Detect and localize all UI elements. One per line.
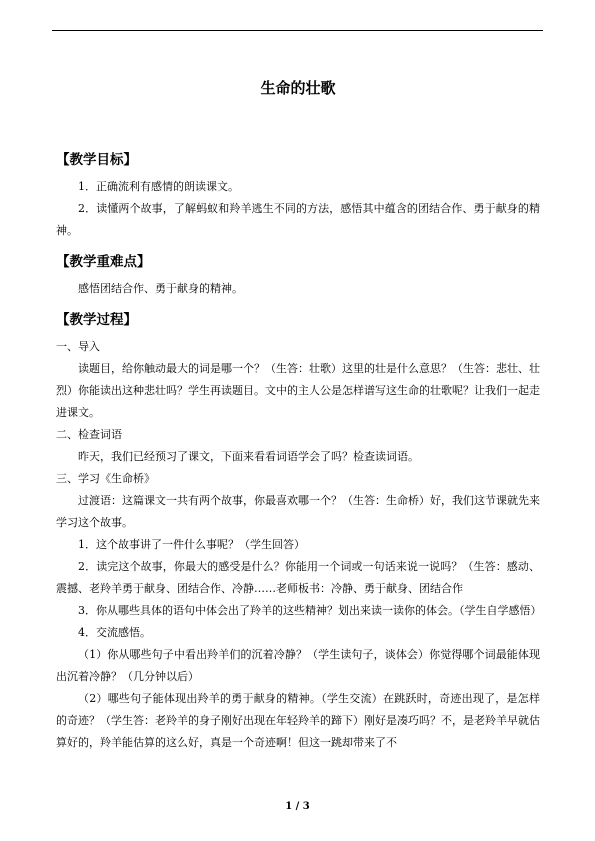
document-body	[56, 78, 540, 754]
process-study-paragraph-1: 过渡语：这篇课文一共有两个故事，你最喜欢哪一个？（生答：生命桥）好，我们这节课就先来学习这个故事。	[56, 494, 540, 529]
section-heading-goals: 【教学目标】	[56, 152, 137, 168]
section-heading-keypoints: 【教学重难点】	[56, 254, 151, 270]
process-study-paragraph-2: 1．这个故事讲了一件什么事呢？（学生回答）	[78, 538, 305, 551]
process-study-paragraph-6: （1）你从哪些句子中看出羚羊们的沉着冷静？（学生读句子，谈体会）你觉得哪个词最能体现出沉着冷静？（几分钟以后）	[56, 648, 540, 683]
section-heading-process: 【教学过程】	[56, 312, 137, 328]
page-number: 1 / 3	[285, 801, 310, 812]
keypoints-paragraph-1: 感悟团结合作、勇于献身的精神。	[78, 282, 243, 295]
header-rule	[52, 30, 543, 31]
document-title: 生命的壮歌	[260, 79, 336, 97]
process-vocab-paragraph: 昨天，我们已经预习了课文，下面来看看词语学会了吗？检查读词语。	[78, 450, 419, 463]
process-study-paragraph-7: （2）哪些句子能体现出羚羊的勇于献身的精神。（学生交流）在跳跃时，奇迹出现了，是怎样的奇迹？（学生答：老羚羊的身子刚好出现在年轻羚羊的蹄下）刚好是凑巧吗？不，是老羚羊早就估算好的，羚羊能估算的这么好，真是一个奇迹啊！但这一跳却带来了不	[56, 692, 540, 749]
process-study-paragraph-5: 4．交流感悟。	[78, 626, 151, 639]
process-subheading-vocab: 二、检查词语	[56, 428, 122, 441]
process-study-paragraph-3: 2．读完这个故事，你最大的感受是什么？你能用一个词或一句话来说一说吗？（生答：感动、震撼、老羚羊勇于献身、团结合作、冷静……老师板书：冷静、勇于献身、团结合作	[56, 560, 540, 595]
process-subheading-study: 三、学习《生命桥》	[56, 472, 155, 485]
goals-paragraph-1: 1．正确流利有感情的朗读课文。	[78, 180, 239, 193]
process-intro-paragraph: 读题目，给你触动最大的词是哪一个？（生答：壮歌）这里的壮是什么意思？（生答：悲壮、壮烈）你能读出这种悲壮吗？学生再读题目。文中的主人公是怎样谱写这生命的壮歌呢？让我们一起走进课文。	[56, 362, 540, 419]
goals-paragraph-2: 2．读懂两个故事，了解蚂蚁和羚羊逃生不同的方法，感悟其中蕴含的团结合作、勇于献身的精神。	[56, 202, 540, 237]
process-subheading-intro: 一、导入	[56, 340, 100, 353]
process-study-paragraph-4: 3．你从哪些具体的语句中体会出了羚羊的这些精神？划出来读一读你的体会。（学生自学感悟）	[78, 604, 542, 617]
